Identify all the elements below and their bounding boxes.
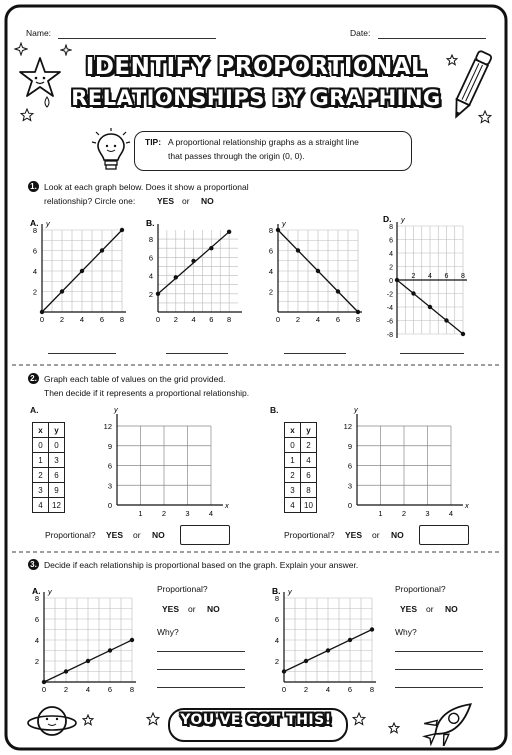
q2-grids — [0, 400, 512, 520]
table-cell: 12 — [49, 498, 65, 513]
y-tick-label: 3 — [347, 481, 352, 491]
table-cell: 9 — [49, 483, 65, 498]
star-icon — [20, 108, 34, 122]
q1-instruction-2: relationship? Circle one: — [44, 196, 136, 206]
y-tick-label: -2 — [386, 291, 393, 299]
or-label: or — [426, 604, 434, 614]
y-tick-label: -8 — [386, 332, 393, 339]
y-tick-label: 2 — [34, 657, 39, 666]
table-cell: 2 — [33, 468, 49, 483]
data-point — [191, 259, 195, 263]
no-option[interactable]: NO — [391, 530, 404, 540]
y-tick-label: 12 — [103, 422, 112, 431]
data-point — [296, 248, 300, 252]
x-tick-label: 1 — [378, 509, 383, 518]
data-point — [395, 278, 399, 282]
data-point — [356, 310, 360, 314]
y-tick-label: 2 — [268, 287, 273, 297]
x-tick-label: 0 — [39, 315, 45, 324]
or-label: or — [372, 530, 380, 540]
data-point — [174, 275, 178, 279]
y-tick-label: 3 — [107, 481, 112, 491]
name-label: Name: — [26, 28, 52, 38]
answer-line[interactable] — [395, 668, 483, 670]
x-tick-label: 2 — [59, 315, 65, 324]
data-point — [100, 248, 104, 252]
data-point — [411, 291, 415, 295]
table-header: x — [285, 423, 301, 438]
x-tick-label: 6 — [99, 315, 105, 324]
y-tick-label: 8 — [268, 226, 273, 235]
x-tick-label: 1 — [138, 509, 143, 518]
x-tick-label: 4 — [315, 315, 321, 324]
x-tick-label: 8 — [129, 685, 135, 694]
x-tick-label: 2 — [303, 685, 309, 694]
no-option[interactable]: NO — [207, 604, 220, 614]
question-number: 2. — [28, 373, 39, 384]
table-cell: 2 — [285, 468, 301, 483]
answer-line[interactable] — [48, 352, 116, 354]
or-label: or — [188, 604, 196, 614]
proportional-label: Proportional? — [45, 530, 96, 540]
x-tick-label: 3 — [425, 509, 430, 518]
answer-line[interactable] — [395, 686, 483, 688]
no-option[interactable]: NO — [152, 530, 165, 540]
data-point — [156, 292, 160, 296]
q2-instruction-1: Graph each table of values on the grid provided. — [44, 374, 226, 384]
y-axis-label: y — [46, 219, 50, 228]
data-point — [40, 310, 44, 314]
answer-box[interactable] — [180, 525, 230, 545]
q2-instruction-2: Then decide if it represents a proportional relationship. — [44, 388, 250, 398]
graph-label: A. — [32, 586, 41, 596]
answer-line[interactable] — [157, 686, 245, 688]
question-number: 1. — [28, 181, 39, 192]
x-tick-label: 0 — [275, 315, 281, 324]
no-option[interactable]: NO — [201, 196, 214, 206]
data-point — [336, 289, 340, 293]
x-tick-label: 2 — [161, 509, 167, 518]
x-tick-label: 4 — [79, 315, 85, 324]
y-tick-label: -4 — [386, 305, 393, 312]
x-axis-label: x — [225, 501, 229, 510]
y-tick-label: 0 — [347, 501, 352, 510]
tip-label: TIP: — [145, 137, 162, 147]
data-point — [276, 228, 280, 232]
answer-line[interactable] — [157, 668, 245, 670]
x-tick-label: 0 — [155, 315, 161, 324]
x-tick-label: 6 — [107, 685, 113, 694]
star-icon — [446, 54, 458, 66]
name-line[interactable] — [58, 37, 216, 39]
x-tick-label: 8 — [119, 315, 125, 324]
graph-label: A. — [30, 218, 39, 228]
date-line[interactable] — [378, 37, 486, 39]
q1-instruction-1: Look at each graph below. Does it show a proportional — [44, 182, 249, 192]
y-tick-label: 6 — [34, 615, 39, 624]
y-tick-label: 8 — [389, 224, 393, 231]
star-icon — [146, 712, 160, 726]
x-tick-label: 8 — [461, 273, 465, 280]
y-tick-label: 2 — [32, 287, 37, 297]
x-tick-label: 8 — [355, 315, 361, 324]
x-tick-label: 4 — [428, 273, 432, 280]
proportional-label: Proportional? — [395, 584, 446, 594]
table-cell: 4 — [33, 498, 49, 513]
x-tick-label: 8 — [369, 685, 375, 694]
x-tick-label: 2 — [295, 315, 301, 324]
answer-box[interactable] — [419, 525, 469, 545]
planet-icon — [26, 697, 78, 743]
data-point — [64, 669, 68, 673]
y-tick-label: -6 — [386, 318, 393, 326]
y-tick-label: 6 — [107, 461, 112, 471]
rocket-icon — [418, 692, 488, 746]
q1-graphs — [0, 210, 512, 360]
x-tick-label: 2 — [173, 315, 178, 324]
y-axis-label: y — [354, 405, 358, 414]
data-point — [348, 638, 352, 642]
y-tick-label: 4 — [274, 636, 279, 645]
table-cell: 10 — [301, 498, 317, 513]
date-label: Date: — [350, 28, 371, 38]
star-icon — [82, 714, 94, 726]
y-axis-label: y — [282, 219, 286, 228]
y-tick-label: 6 — [32, 246, 37, 256]
no-option[interactable]: NO — [445, 604, 458, 614]
table-cell: 1 — [33, 453, 49, 468]
table-cell: 6 — [301, 468, 317, 483]
y-tick-label: 9 — [107, 441, 112, 451]
x-tick-label: 4 — [191, 315, 196, 324]
proportional-label: Proportional? — [157, 584, 208, 594]
x-tick-label: 4 — [325, 685, 331, 694]
x-tick-label: 3 — [185, 509, 190, 518]
data-point — [461, 332, 465, 336]
table-cell: 3 — [33, 483, 49, 498]
y-tick-label: 6 — [148, 253, 153, 263]
table-cell: 4 — [301, 453, 317, 468]
table-cell: 0 — [285, 438, 301, 453]
data-point — [326, 648, 330, 652]
data-point — [120, 228, 124, 232]
yes-option[interactable]: YES — [400, 604, 418, 614]
table-cell: 6 — [49, 468, 65, 483]
data-point — [304, 659, 308, 663]
answer-line[interactable] — [395, 650, 483, 652]
table-cell: 0 — [49, 438, 65, 453]
question-number: 3. — [28, 559, 39, 570]
x-tick-label: 6 — [335, 315, 341, 324]
table-cell: 1 — [285, 453, 301, 468]
y-tick-label: 2 — [148, 289, 153, 299]
data-point — [130, 638, 134, 642]
part-label: B. — [270, 405, 279, 415]
y-tick-label: 6 — [274, 615, 279, 624]
data-point — [227, 230, 231, 234]
y-tick-label: 4 — [34, 636, 39, 645]
x-tick-label: 4 — [208, 509, 214, 518]
x-tick-label: 6 — [347, 685, 353, 694]
y-tick-label: 4 — [389, 251, 393, 258]
data-point — [60, 289, 64, 293]
title-line-2: RELATIONSHIPS BY GRAPHING — [71, 86, 441, 110]
data-point — [444, 318, 448, 322]
star-icon — [352, 712, 366, 726]
data-point — [209, 246, 213, 250]
x-tick-label: 8 — [227, 315, 232, 324]
answer-line[interactable] — [284, 352, 346, 354]
y-tick-label: 8 — [274, 594, 279, 603]
y-tick-label: 4 — [32, 267, 37, 276]
y-axis-label: y — [48, 587, 52, 596]
yes-option[interactable]: YES — [106, 530, 124, 540]
title-line-1: IDENTIFY PROPORTIONAL — [85, 54, 427, 80]
star-face-icon — [18, 56, 62, 100]
y-tick-label: 6 — [347, 461, 352, 471]
x-tick-label: 6 — [209, 315, 214, 324]
or-label: or — [133, 530, 141, 540]
table-header: y — [49, 423, 65, 438]
y-tick-label: 2 — [389, 264, 393, 272]
x-tick-label: 2 — [401, 509, 407, 518]
y-tick-label: 4 — [148, 271, 153, 281]
data-point — [86, 659, 90, 663]
graph-label: D. — [383, 214, 392, 224]
y-tick-label: 0 — [107, 501, 112, 510]
x-tick-label: 0 — [41, 685, 47, 694]
table-cell: 0 — [33, 438, 49, 453]
yes-option[interactable]: YES — [157, 196, 175, 206]
x-tick-label: 0 — [281, 685, 287, 694]
table-header: x — [33, 423, 49, 438]
x-tick-label: 2 — [63, 685, 69, 694]
data-point — [80, 269, 84, 273]
table-cell: 8 — [301, 483, 317, 498]
y-tick-label: 9 — [347, 441, 352, 451]
answer-line[interactable] — [400, 352, 464, 354]
table-header: y — [301, 423, 317, 438]
star-icon — [388, 722, 400, 734]
answer-line[interactable] — [166, 352, 228, 354]
data-point — [316, 269, 320, 273]
or-label: or — [182, 196, 190, 206]
table-cell: 3 — [285, 483, 301, 498]
banner-text: YOU'VE GOT THIS! — [180, 712, 332, 728]
yes-option[interactable]: YES — [345, 530, 363, 540]
y-tick-label: 8 — [148, 235, 153, 245]
tip-text-1: A proportional relationship graphs as a straight line — [168, 137, 359, 147]
drop-icon — [42, 96, 52, 108]
data-point — [108, 648, 112, 652]
data-point — [428, 305, 432, 309]
table-cell: 3 — [49, 453, 65, 468]
x-tick-label: 6 — [444, 273, 449, 280]
sparkle-icon — [14, 42, 28, 56]
why-label: Why? — [395, 627, 417, 637]
y-tick-label: 6 — [268, 246, 273, 256]
y-axis-label: y — [401, 215, 405, 224]
q3-instruction: Decide if each relationship is proportional based on the graph. Explain your answer. — [44, 560, 359, 570]
lightbulb-icon — [90, 128, 132, 174]
part-label: A. — [30, 405, 39, 415]
x-axis-label: x — [465, 501, 469, 510]
why-label: Why? — [157, 627, 179, 637]
y-tick-label: 8 — [32, 226, 37, 235]
x-tick-label: 4 — [448, 509, 454, 518]
graph-label: B. — [146, 218, 155, 228]
y-tick-label: 12 — [343, 422, 352, 431]
answer-line[interactable] — [157, 650, 245, 652]
y-axis-label: y — [288, 587, 292, 596]
y-tick-label: 8 — [34, 594, 39, 603]
sparkle-icon — [60, 44, 72, 56]
y-axis-label: y — [114, 405, 118, 414]
y-tick-label: 2 — [274, 657, 279, 666]
x-tick-label: 2 — [411, 273, 416, 280]
data-point — [370, 627, 374, 631]
star-icon — [478, 110, 492, 124]
yes-option[interactable]: YES — [162, 604, 180, 614]
tip-text-2: that passes through the origin (0, 0). — [168, 151, 305, 161]
proportional-label: Proportional? — [284, 530, 335, 540]
graph-label: B. — [272, 586, 281, 596]
table-cell: 4 — [285, 498, 301, 513]
y-tick-label: 6 — [389, 237, 393, 245]
data-point — [42, 680, 46, 684]
table-cell: 2 — [301, 438, 317, 453]
data-point — [282, 669, 286, 673]
y-tick-label: 0 — [389, 278, 393, 285]
y-tick-label: 4 — [268, 267, 273, 276]
x-tick-label: 4 — [85, 685, 91, 694]
